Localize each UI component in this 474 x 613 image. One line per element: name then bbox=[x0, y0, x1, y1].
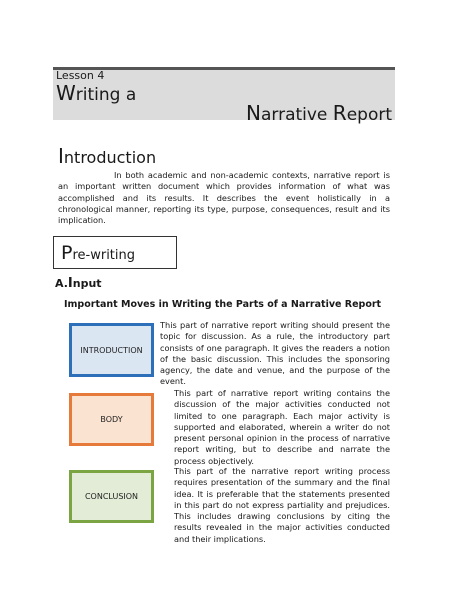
prewriting-heading-text: re-writing bbox=[72, 248, 136, 263]
input-heading-text: nput bbox=[72, 277, 102, 290]
introduction-part-box bbox=[69, 323, 154, 377]
title-dropcap-w: W bbox=[56, 81, 76, 105]
moves-heading: Important Moves in Writing the Parts of a Narrative Report bbox=[64, 299, 382, 310]
lesson-title-line2 bbox=[246, 101, 392, 125]
introduction-part-description: This part of narrative report writing should present the topic for discussion. As a rule, the introductory part consists of one paragraph. It gives the readers a notion of the basic discussion. This includes the sponsoring agency, the date and venue, and the purpose of the event. bbox=[160, 320, 390, 387]
body-part-label: BODY bbox=[100, 415, 123, 424]
conclusion-part-description: This part of the narrative report writing process requires presentation of the summary and the final idea. It is preferable that the statements presented in this part do not express partiality and prejudices. This includes drawing conclusions by citing the results revealed in the major activities conducted and their implications. bbox=[174, 466, 390, 544]
title-dropcap-r: R bbox=[332, 101, 347, 125]
title-dropcap-n: N bbox=[246, 101, 261, 125]
introduction-dropcap: I bbox=[58, 144, 64, 168]
lesson-title-line1 bbox=[56, 81, 136, 105]
title-line2-text1: arrative bbox=[260, 105, 333, 125]
title-line1-text: riting a bbox=[75, 85, 137, 105]
introduction-paragraph bbox=[58, 170, 390, 226]
introduction-heading-text: ntroduction bbox=[63, 148, 157, 167]
title-line2-text2: eport bbox=[346, 105, 393, 125]
input-letter: A. bbox=[55, 277, 68, 290]
body-part-description: This part of narrative report writing contains the discussion of the major activities conducted not limited to one paragraph. Each major activity is supported and elaborated, wherein a writer do not present personal opinion in the process of narrative report writing, but to describe and narrate the process objectively. bbox=[174, 388, 390, 466]
input-heading bbox=[55, 276, 102, 291]
prewriting-dropcap: P bbox=[61, 242, 73, 264]
body-part-box bbox=[69, 393, 154, 446]
prewriting-heading bbox=[61, 242, 135, 264]
input-dropcap: I bbox=[67, 276, 73, 291]
introduction-body: In both academic and non-academic contexts, narrative report is an important written document which provides information of what was accomplished and its results. It describes the event holistically in a chronological manner, reporting its type, purpose, consequences, result and its implication. bbox=[58, 170, 390, 226]
introduction-heading bbox=[58, 144, 156, 168]
lesson-number: Lesson 4 bbox=[56, 69, 105, 82]
conclusion-part-box bbox=[69, 470, 154, 523]
conclusion-part-label: CONCLUSION bbox=[84, 492, 139, 501]
introduction-part-label: INTRODUCTION bbox=[80, 345, 143, 355]
